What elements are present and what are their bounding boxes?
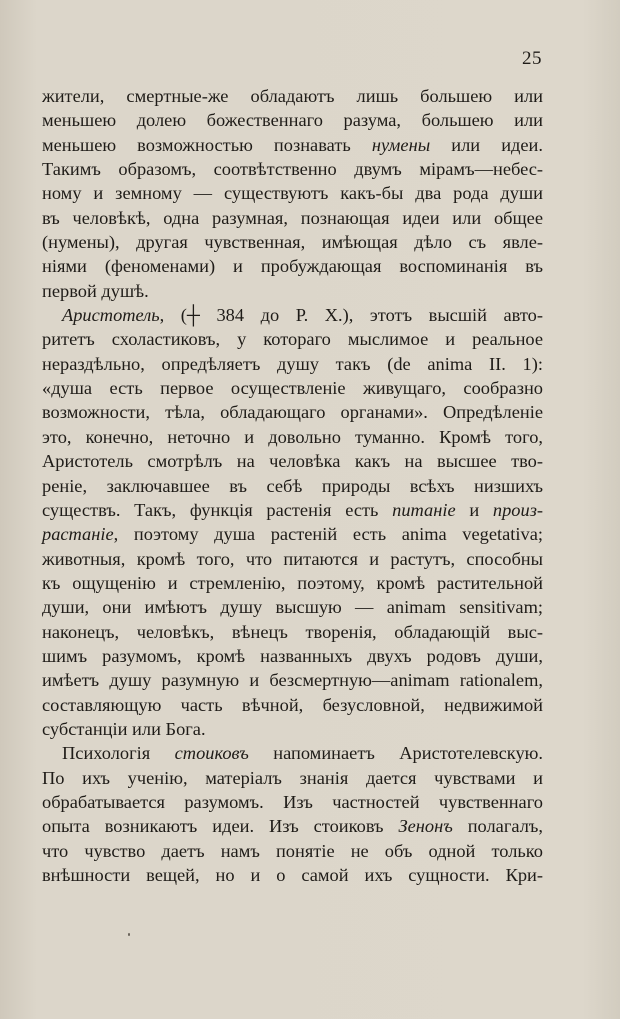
text-run: (нумены), другая чувственная, имѣющая дѣло съ явле- — [42, 232, 543, 253]
italic-term: стоиковъ — [174, 743, 249, 764]
text-run: что чувство даетъ намъ понятіе не объ одной только — [42, 840, 543, 861]
text-line — [42, 449, 543, 473]
text-line — [42, 303, 543, 327]
text-line — [42, 814, 543, 838]
text-run: къ ощущенію и стремленію, поэтому, кромѣ растительной — [42, 572, 543, 593]
text-run: и — [455, 499, 493, 520]
text-line — [42, 327, 543, 351]
text-line — [42, 425, 543, 449]
text-run: нераздѣльно, опредѣляетъ душу такъ (de anima II. 1): — [42, 353, 543, 374]
text-run: меньшею возможностью познавать — [42, 134, 372, 155]
text-run: меньшею долею божественнаго разума, большею или — [42, 110, 543, 131]
text-run: опыта возникаютъ идеи. Изъ стоиковъ — [42, 816, 399, 837]
text-run: , (┼ 384 до Р. Х.), этотъ высшій авто- — [159, 305, 543, 326]
text-run: Психологія — [62, 743, 175, 764]
text-line — [42, 522, 543, 546]
text-line — [42, 376, 543, 400]
text-run: субстанціи или Бога. — [42, 718, 206, 739]
text-line — [42, 547, 543, 571]
text-line — [42, 741, 543, 765]
italic-term: Аристотель — [62, 305, 160, 326]
italic-term: нумены — [371, 134, 431, 155]
text-line — [42, 693, 543, 717]
text-run: По ихъ ученію, матеріалъ знанія дается чувствами и — [42, 767, 543, 788]
text-line — [42, 400, 543, 424]
text-line — [42, 717, 543, 741]
text-run: обрабатывается разумомъ. Изъ частностей чувственнаго — [42, 791, 543, 812]
text-run: это, конечно, неточно и довольно туманно. Кромѣ того, — [42, 426, 543, 447]
text-run: Аристотель смотрѣлъ на человѣка какъ на высшее тво- — [42, 451, 543, 472]
text-line — [42, 84, 543, 108]
text-line — [42, 668, 543, 692]
text-line — [42, 181, 543, 205]
text-run: шимъ разумомъ, кромѣ названныхъ двухъ родовъ души, — [42, 645, 543, 666]
text-run: имѣетъ душу разумную и безсмертную—animam rationalem, — [42, 670, 543, 691]
text-run: «душа есть первое осуществленіе живущаго, сообразно — [42, 378, 543, 399]
italic-term: растаніе — [42, 524, 114, 545]
text-line — [42, 790, 543, 814]
text-run: или идеи. — [430, 134, 543, 155]
text-run: ніями (феноменами) и пробуждающая воспоминанія въ — [42, 256, 543, 277]
text-run: полагалъ, — [452, 816, 543, 837]
text-line — [42, 133, 543, 157]
text-line — [42, 206, 543, 230]
italic-term: питаніе — [392, 499, 456, 520]
text-run: существъ. Такъ, функція растенія есть — [42, 499, 393, 520]
text-run: напоминаетъ Аристотелевскую. — [248, 743, 543, 764]
text-line — [42, 620, 543, 644]
text-line — [42, 595, 543, 619]
italic-term: произ- — [492, 499, 543, 520]
text-run: въ человѣкѣ, одна разумная, познающая идеи или общее — [42, 207, 543, 228]
text-line — [42, 279, 543, 303]
text-run: , поэтому душа растеній есть anima vegetativa; — [113, 524, 543, 545]
text-run: жители, смертные-же обладаютъ лишь большею или — [42, 86, 543, 106]
italic-term: Зенонъ — [398, 816, 453, 837]
text-run: наконецъ, человѣкъ, вѣнецъ творенія, обладающій выс- — [42, 621, 543, 642]
text-line — [42, 571, 543, 595]
text-line — [42, 474, 543, 498]
text-run: первой душѣ. — [42, 280, 149, 301]
text-run: внѣшности вещей, но и о самой ихъ сущности. Кри- — [42, 865, 543, 885]
text-line — [42, 352, 543, 376]
text-run: ритетъ схоластиковъ, у котораго мыслимое и реальное — [42, 329, 543, 350]
text-run: составляющую часть вѣчной, безусловной, недвижимой — [42, 694, 543, 715]
text-run: Такимъ образомъ, соотвѣтственно двумъ мірамъ—небес- — [42, 159, 543, 180]
text-line — [42, 863, 543, 887]
text-line — [42, 766, 543, 790]
text-run: возможности, тѣла, обладающаго органами». Опредѣленіе — [42, 402, 543, 423]
paper-speck — [128, 933, 130, 936]
text-run: животныя, кромѣ того, что питаются и растутъ, способны — [42, 548, 543, 569]
text-line — [42, 108, 543, 132]
text-line — [42, 157, 543, 181]
text-line — [42, 254, 543, 278]
text-line — [42, 644, 543, 668]
text-line — [42, 498, 543, 522]
text-line — [42, 230, 543, 254]
text-run: души, они имѣютъ душу высшую — animam sensitivam; — [42, 597, 543, 618]
page-number: 25 — [522, 48, 542, 69]
body-text — [42, 84, 543, 887]
text-line — [42, 839, 543, 863]
text-run: ному и земному — существуютъ какъ-бы два рода души — [42, 183, 543, 204]
text-run: реніе, заключавшее въ себѣ природы всѣхъ низшихъ — [42, 475, 543, 496]
